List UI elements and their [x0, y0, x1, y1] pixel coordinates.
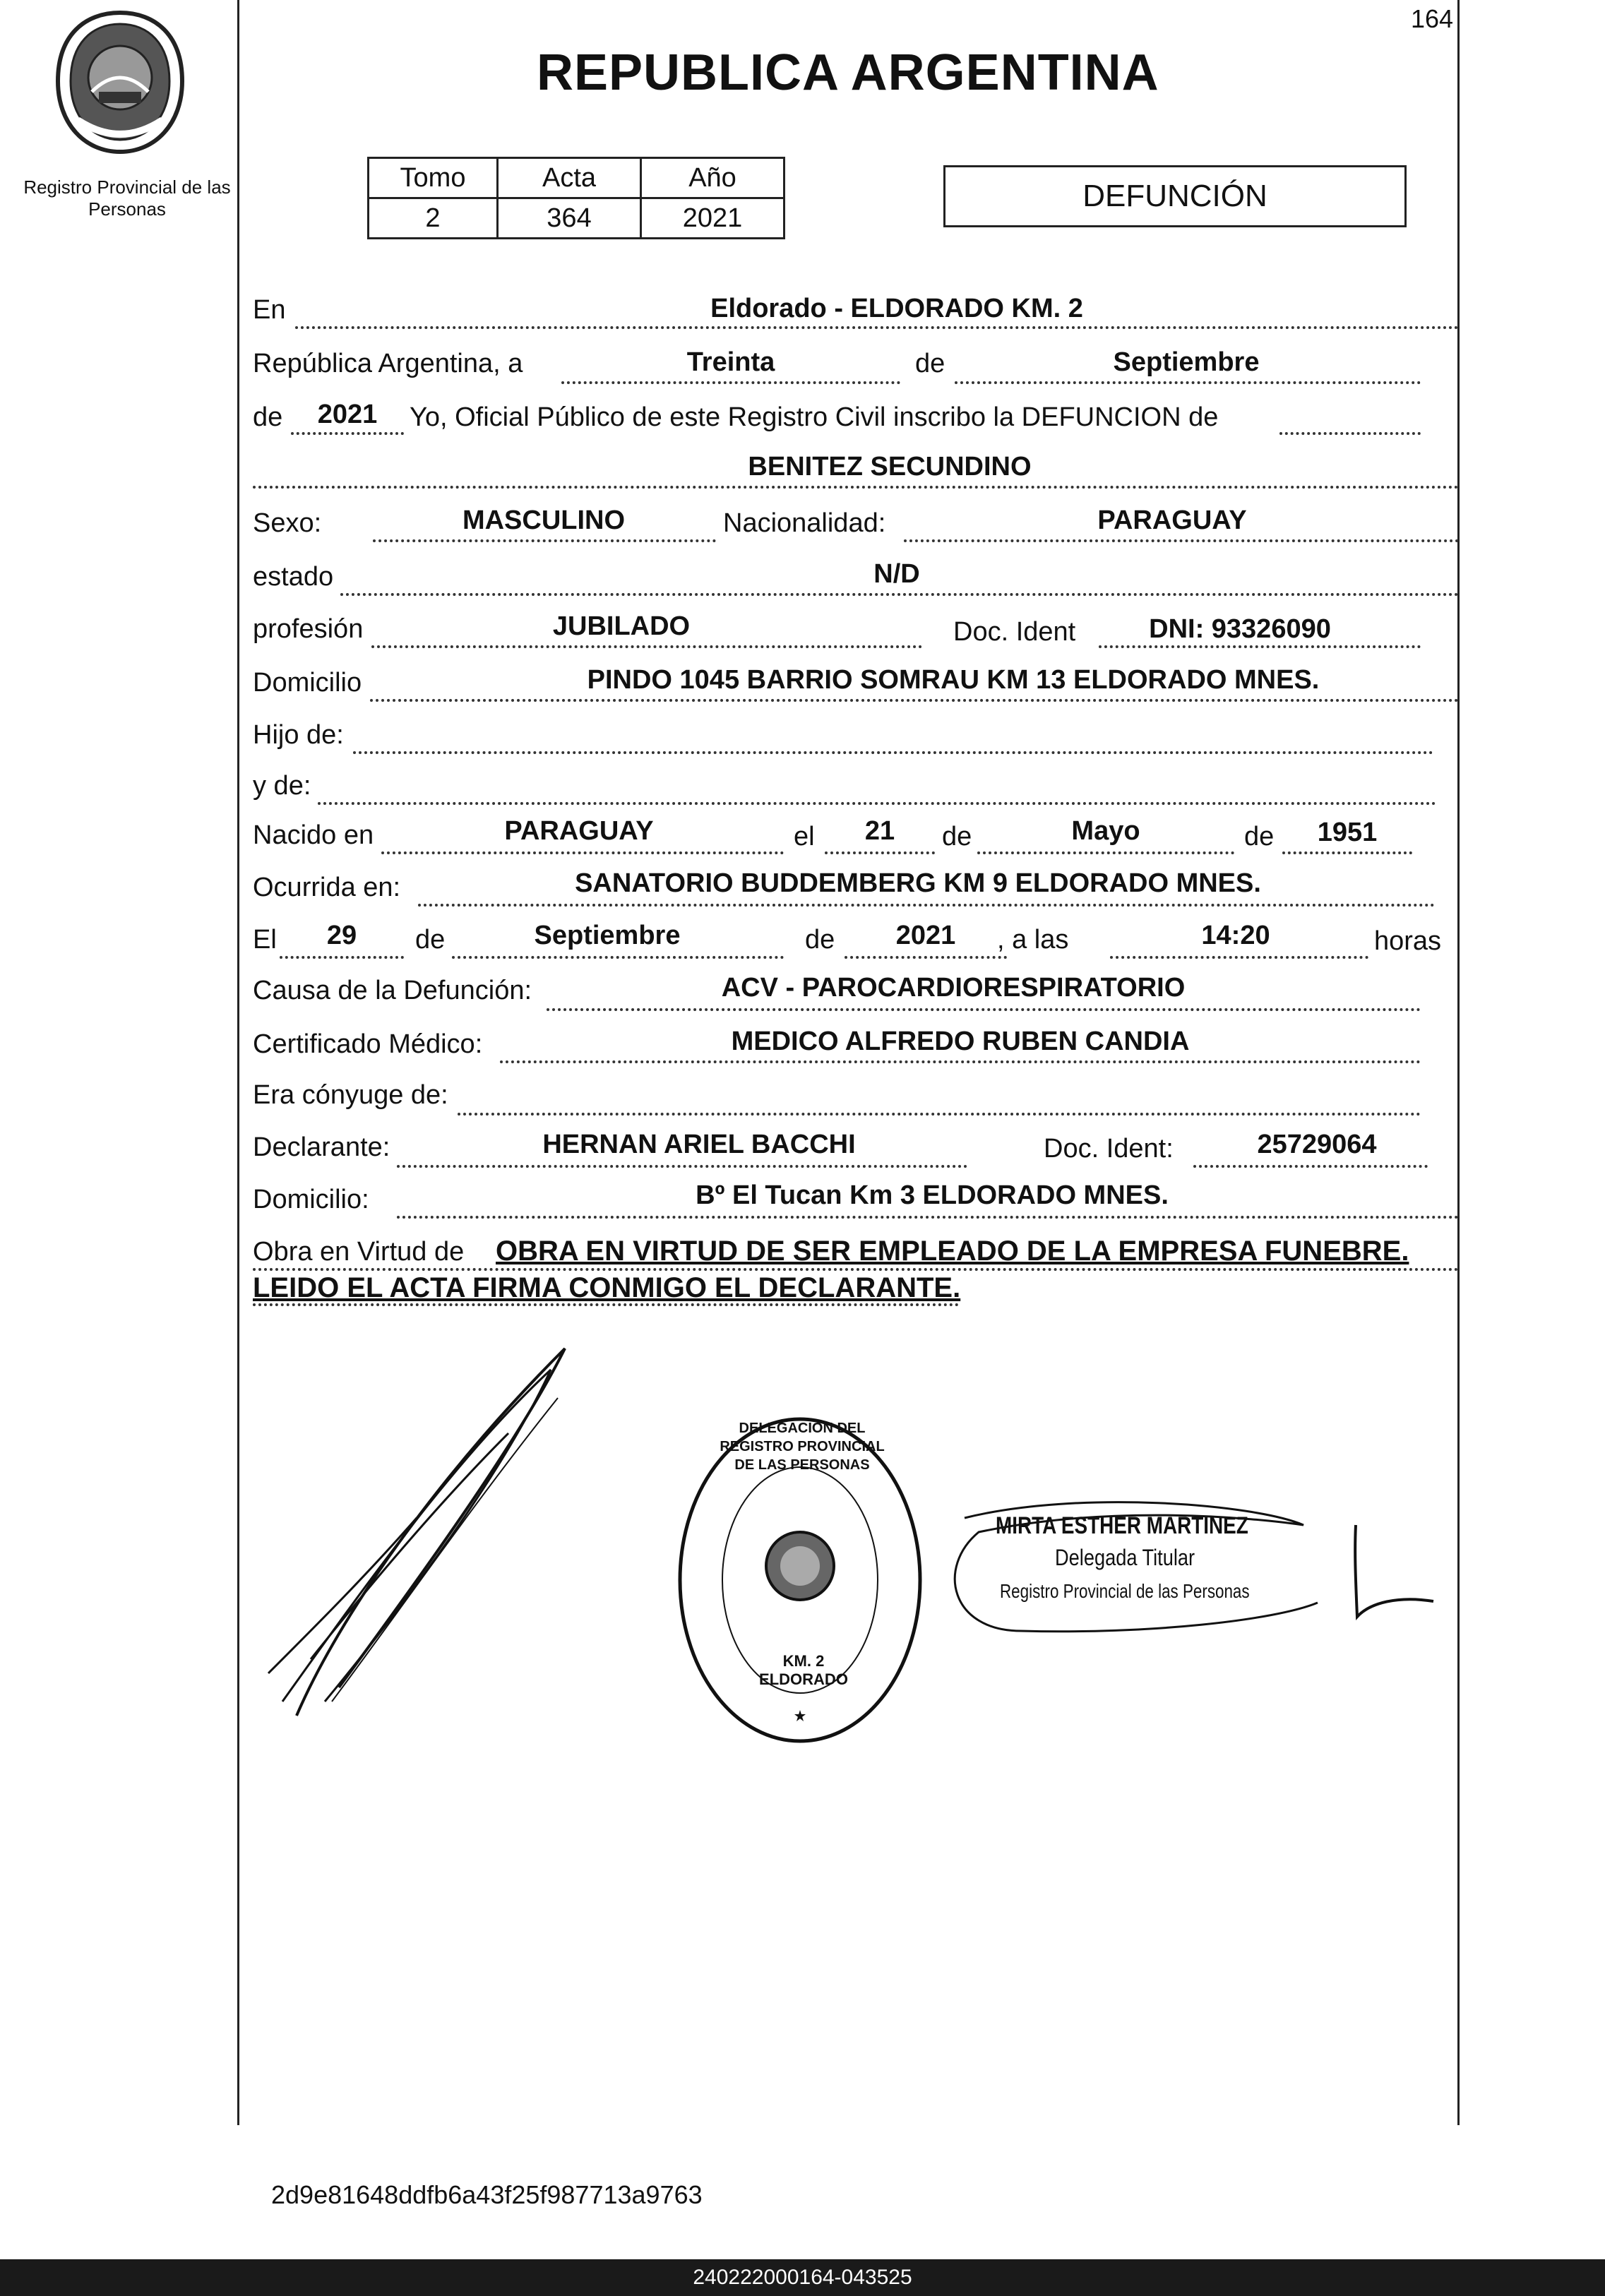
birth-year: 1951: [1317, 818, 1378, 847]
hijo-label: Hijo de:: [253, 720, 344, 750]
month-line: [955, 381, 1421, 384]
nacido-line: [381, 851, 784, 854]
nacido-value: PARAGUAY: [504, 816, 654, 846]
day-words-line: [561, 381, 900, 384]
sexo-value: MASCULINO: [462, 506, 626, 535]
death-year-line: [845, 956, 1007, 959]
causa-line: [547, 1008, 1421, 1011]
obra-line-2: LEIDO EL ACTA FIRMA CONMIGO EL DECLARANTE.: [253, 1272, 961, 1303]
death-month: Septiembre: [534, 921, 681, 950]
acta-value-acta: 364: [498, 198, 641, 239]
domicilio-value: PINDO 1045 BARRIO SOMRAU KM 13 ELDORADO MNES.: [587, 665, 1320, 695]
acta-value-anio: 2021: [641, 198, 784, 239]
declarante-label: Declarante:: [253, 1132, 390, 1162]
profesion-line: [371, 645, 922, 648]
profesion-label: profesión: [253, 614, 364, 644]
doc-ident-label: Doc. Ident: [953, 617, 1076, 647]
doc-ident2-value: 25729064: [1257, 1130, 1377, 1159]
declarant-signature: [254, 1320, 586, 1730]
death-time-line: [1110, 956, 1368, 959]
obra-value: OBRA EN VIRTUD DE SER EMPLEADO DE LA EMPRESA FUNEBRE.: [496, 1236, 1409, 1267]
republica-label: República Argentina, a: [253, 349, 523, 378]
conyuge-line: [458, 1113, 1421, 1116]
de-label-6: de: [805, 925, 835, 955]
domicilio-label: Domicilio: [253, 668, 362, 698]
en-label: En: [253, 295, 286, 325]
seal-outer-text: DELEGACION DEL REGISTRO PROVINCIAL DE LAS PERSONAS: [720, 1421, 885, 1473]
doc-ident2-label: Doc. Ident:: [1044, 1134, 1174, 1164]
conyuge-label: Era cónyuge de:: [253, 1080, 448, 1110]
year-value: 2021: [317, 400, 378, 429]
death-day-line: [280, 956, 404, 959]
birth-month-line: [977, 851, 1234, 854]
stamp-role: Delegada Titular: [1055, 1545, 1195, 1570]
declarante-value: HERNAN ARIEL BACCHI: [542, 1130, 856, 1159]
month-value: Septiembre: [1113, 347, 1260, 377]
domicilio-line: [370, 699, 1459, 702]
year-line: [291, 432, 404, 435]
sexo-line: [373, 539, 716, 542]
el-label: el: [794, 822, 815, 851]
death-year: 2021: [895, 921, 956, 950]
obra-label: Obra en Virtud de: [253, 1237, 465, 1267]
domicilio2-value: Bº El Tucan Km 3 ELDORADO MNES.: [696, 1180, 1169, 1210]
ocurrida-label: Ocurrida en:: [253, 873, 401, 902]
acta-header-acta: Acta: [498, 158, 641, 198]
nacionalidad-label: Nacionalidad:: [723, 508, 886, 538]
country-title: REPUBLICA ARGENTINA: [537, 44, 1159, 101]
estado-label: estado: [253, 562, 334, 592]
en-line: [295, 326, 1459, 329]
footer-bar: [0, 2259, 1605, 2296]
yde-label: y de:: [253, 771, 311, 801]
yo-text: Yo, Oficial Público de este Registro Civil inscribo la DEFUNCION de: [410, 402, 1219, 432]
seal-inner-text: KM. 2 ELDORADO: [759, 1652, 848, 1688]
de-label-4: de: [1244, 822, 1275, 851]
acta-table: [367, 157, 785, 239]
death-time: 14:20: [1201, 921, 1270, 950]
right-margin-line: [1457, 0, 1460, 2125]
deceased-name: BENITEZ SECUNDINO: [748, 452, 1032, 482]
causa-label: Causa de la Defunción:: [253, 976, 532, 1005]
causa-value: ACV - PAROCARDIORESPIRATORIO: [721, 973, 1186, 1003]
ocurrida-value: SANATORIO BUDDEMBERG KM 9 ELDORADO MNES.: [575, 868, 1261, 898]
alas-label: , a las: [997, 925, 1069, 955]
birth-day-line: [825, 851, 935, 854]
de-label-3: de: [942, 822, 972, 851]
estado-value: N/D: [873, 559, 920, 589]
de-label-1: de: [915, 349, 945, 378]
certificado-label: Certificado Médico:: [253, 1029, 483, 1059]
day-words: Treinta: [686, 347, 775, 377]
en-value: Eldorado - ELDORADO KM. 2: [710, 294, 1083, 323]
registrar-signature: [1327, 1518, 1440, 1631]
acta-header-anio: Año: [641, 158, 784, 198]
province-emblem: [49, 7, 191, 159]
birth-year-line: [1282, 851, 1412, 854]
horas-label: horas: [1374, 926, 1442, 956]
doc-ident-value: DNI: 93326090: [1149, 614, 1331, 644]
stamp-name: MIRTA ESTHER MARTINEZ: [996, 1512, 1248, 1539]
left-margin-line: [237, 0, 239, 2125]
acta-value-tomo: 2: [369, 198, 498, 239]
obra-line: [253, 1268, 1459, 1271]
ocurrida-line: [418, 904, 1435, 907]
hijo-line: [353, 751, 1433, 754]
birth-month: Mayo: [1071, 816, 1140, 846]
certificado-value: MEDICO ALFREDO RUBEN CANDIA: [731, 1027, 1190, 1056]
birth-day: 21: [864, 816, 895, 846]
doc-ident2-line: [1193, 1165, 1428, 1168]
registry-name: Registro Provincial de las Personas: [23, 177, 231, 220]
nacido-label: Nacido en: [253, 820, 374, 850]
domicilio2-label: Domicilio:: [253, 1185, 369, 1214]
document-hash: 2d9e81648ddfb6a43f25f987713a9763: [271, 2180, 703, 2209]
yo-line: [1279, 432, 1421, 435]
de-label-2: de: [253, 402, 283, 432]
profesion-value: JUBILADO: [552, 611, 691, 641]
el2-label: El: [253, 925, 277, 955]
emblem-lettering: PROVINCIA DE MISIONES: [60, 158, 181, 169]
page-number: 164: [1411, 4, 1454, 33]
de-label-5: de: [415, 925, 446, 955]
stamp-office: Registro Provincial de las Personas: [1000, 1580, 1250, 1602]
doc-ident-line: [1099, 645, 1421, 648]
acta-header-tomo: Tomo: [369, 158, 498, 198]
certificado-line: [500, 1060, 1421, 1063]
name-line: [253, 486, 1459, 489]
obra-line-bottom: [253, 1303, 959, 1306]
nacionalidad-value: PARAGUAY: [1097, 506, 1247, 535]
nacionalidad-line: [904, 539, 1459, 542]
footer-code: 240222000164-043525: [693, 2266, 912, 2289]
sexo-label: Sexo:: [253, 508, 322, 538]
domicilio2-line: [397, 1216, 1459, 1219]
document-type-box: DEFUNCIÓN: [943, 165, 1407, 227]
death-month-line: [452, 956, 784, 959]
estado-line: [340, 593, 1459, 596]
yde-line: [318, 802, 1436, 805]
declarante-line: [397, 1165, 967, 1168]
death-day: 29: [326, 921, 357, 950]
